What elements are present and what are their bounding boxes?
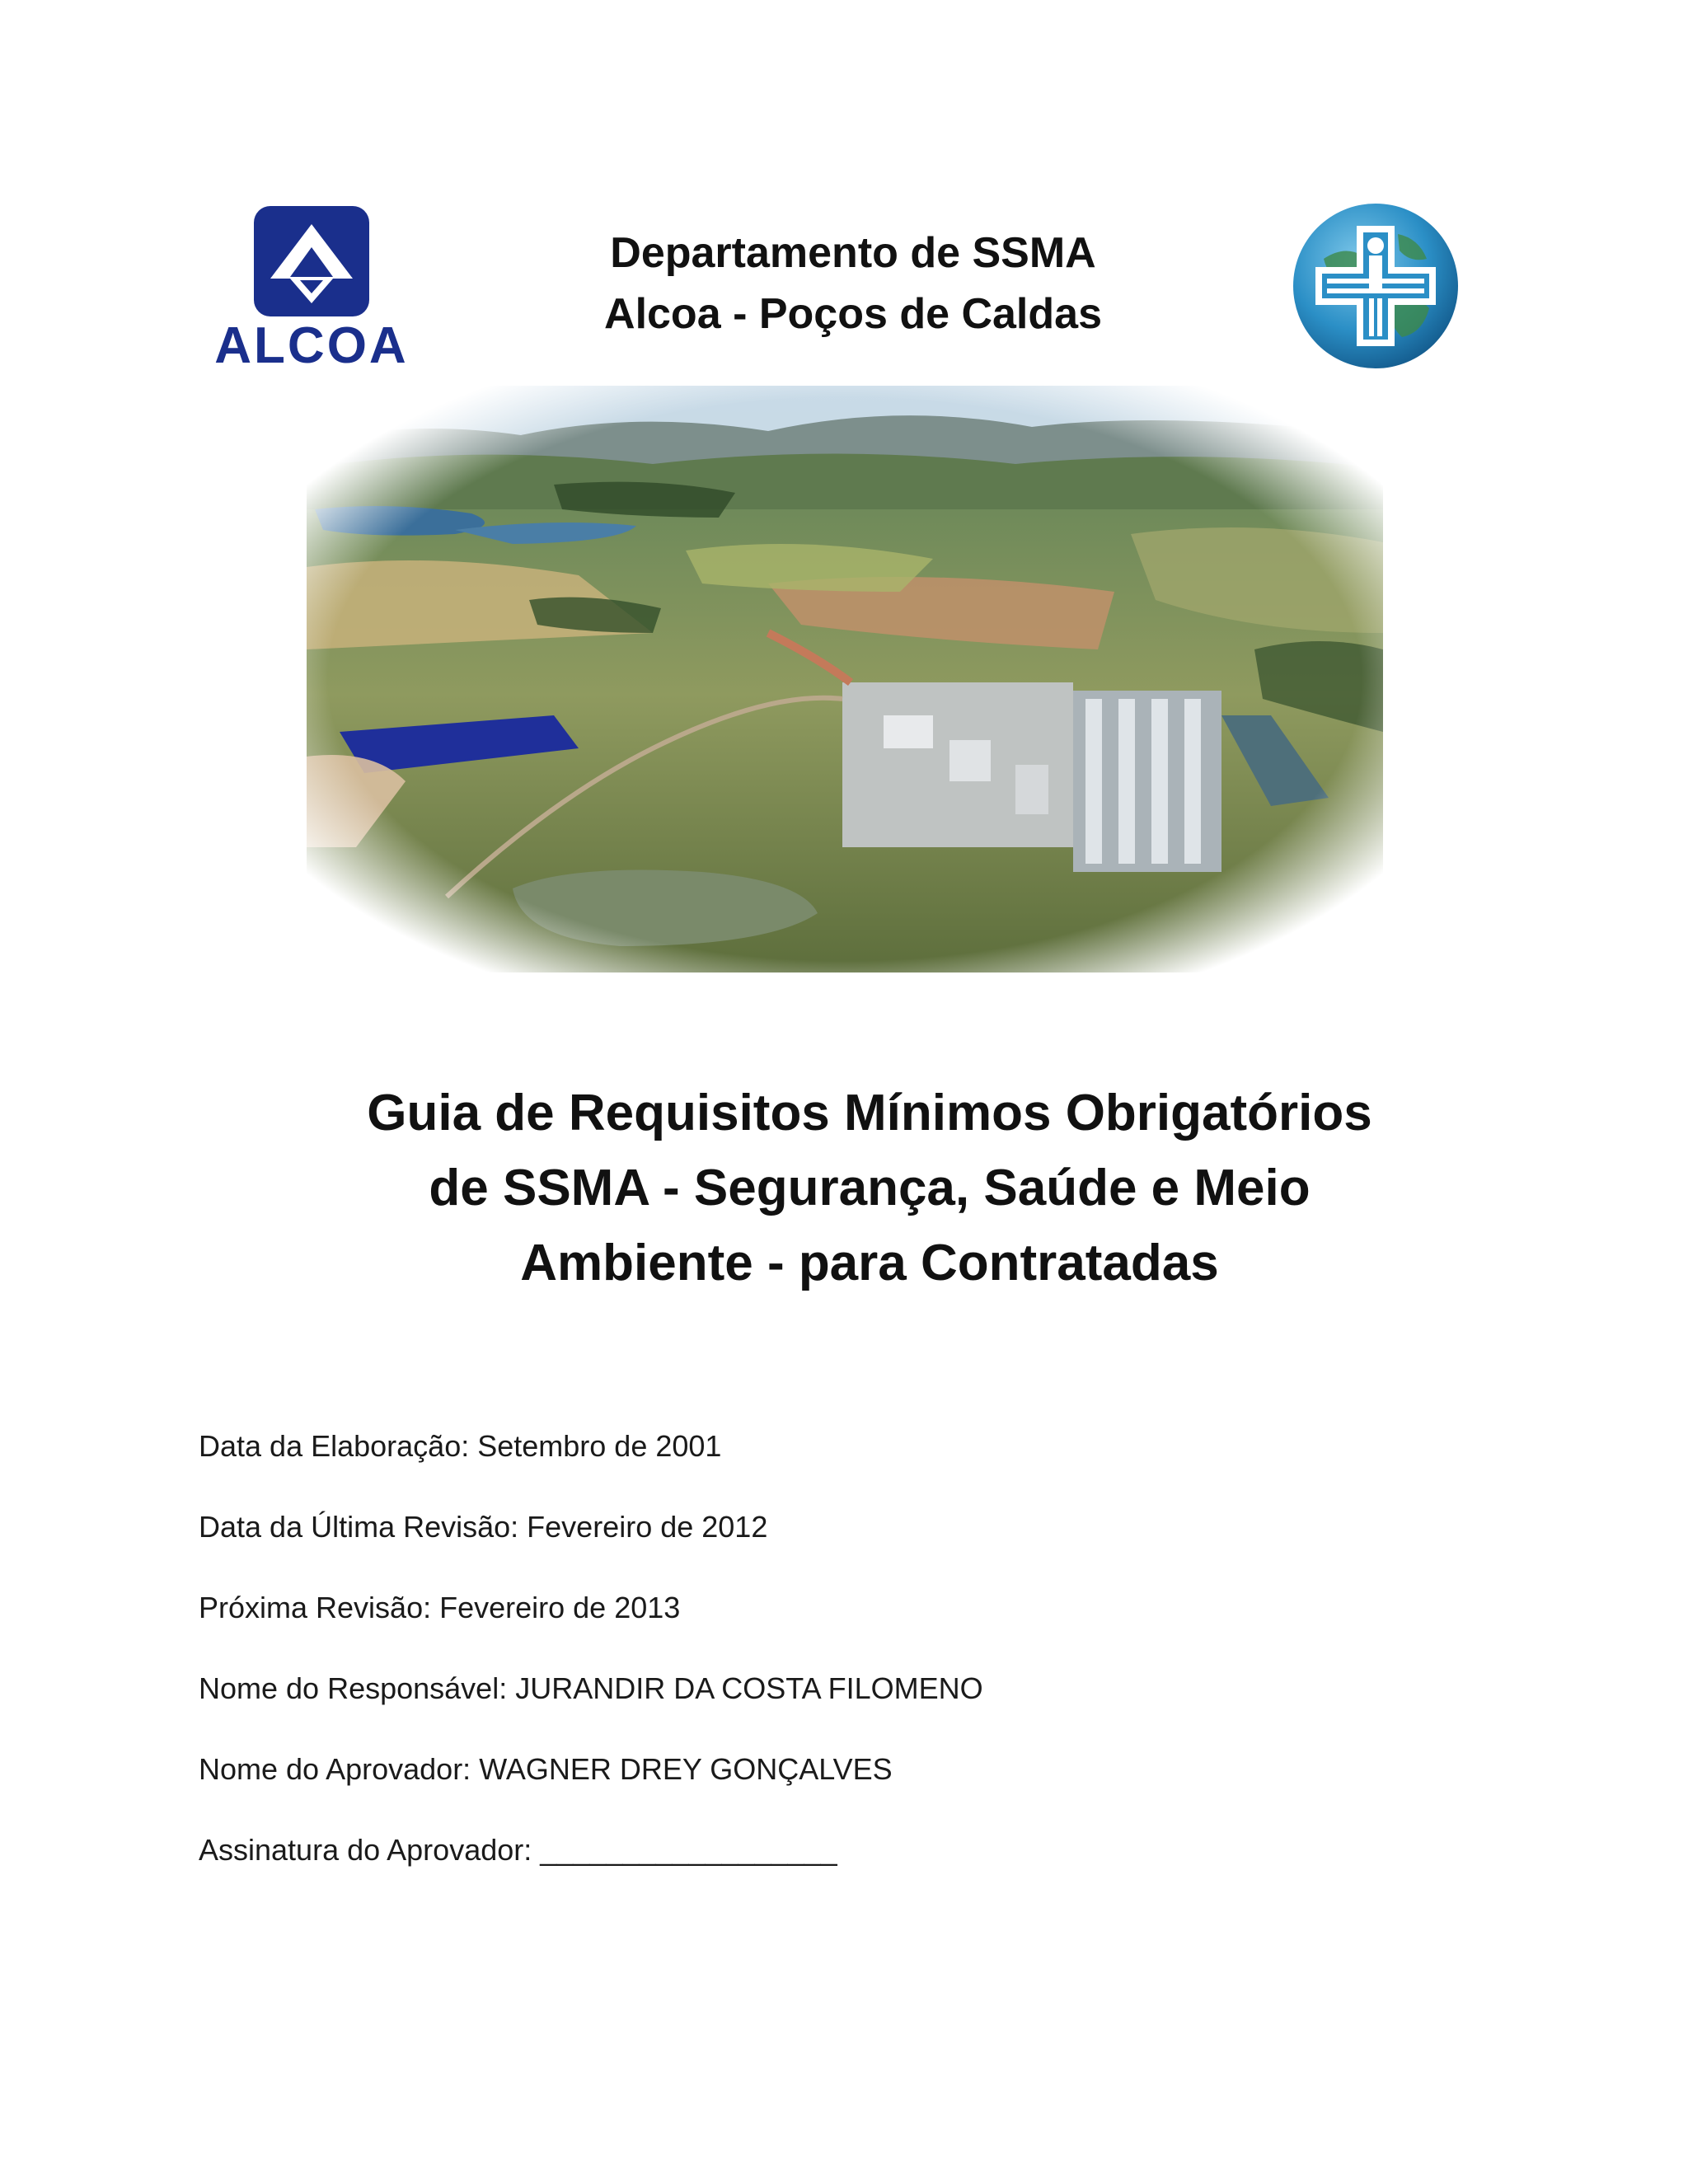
title-line-3: Ambiente - para Contratadas <box>520 1235 1219 1291</box>
next-revision-date: Próxima Revisão: Fevereiro de 2013 <box>199 1591 681 1624</box>
elaboration-date: Data da Elaboração: Setembro de 2001 <box>199 1429 722 1463</box>
department-header <box>528 223 1179 344</box>
document-info <box>199 1426 1435 1910</box>
ssma-health-cross-globe-icon <box>1291 201 1461 371</box>
alcoa-wordmark: ALCOA <box>214 317 409 374</box>
alcoa-triangle-icon <box>254 206 369 316</box>
alcoa-logo <box>204 206 419 374</box>
last-revision-date: Data da Última Revisão: Fevereiro de 2012 <box>199 1510 768 1544</box>
aerial-plant-photo <box>307 386 1383 972</box>
document-title <box>272 1076 1467 1301</box>
approver-signature: Assinatura do Aprovador: __________________ <box>199 1833 837 1867</box>
approver-name: Nome do Aprovador: WAGNER DREY GONÇALVES <box>199 1752 893 1786</box>
title-line-1: Guia de Requisitos Mínimos Obrigatórios <box>367 1085 1372 1141</box>
department-location: Alcoa - Poços de Caldas <box>604 290 1102 338</box>
department-name: Departamento de SSMA <box>610 229 1096 277</box>
title-line-2: de SSMA - Segurança, Saúde e Meio <box>429 1160 1311 1216</box>
responsible-name: Nome do Responsável: JURANDIR DA COSTA FILOMENO <box>199 1671 983 1705</box>
